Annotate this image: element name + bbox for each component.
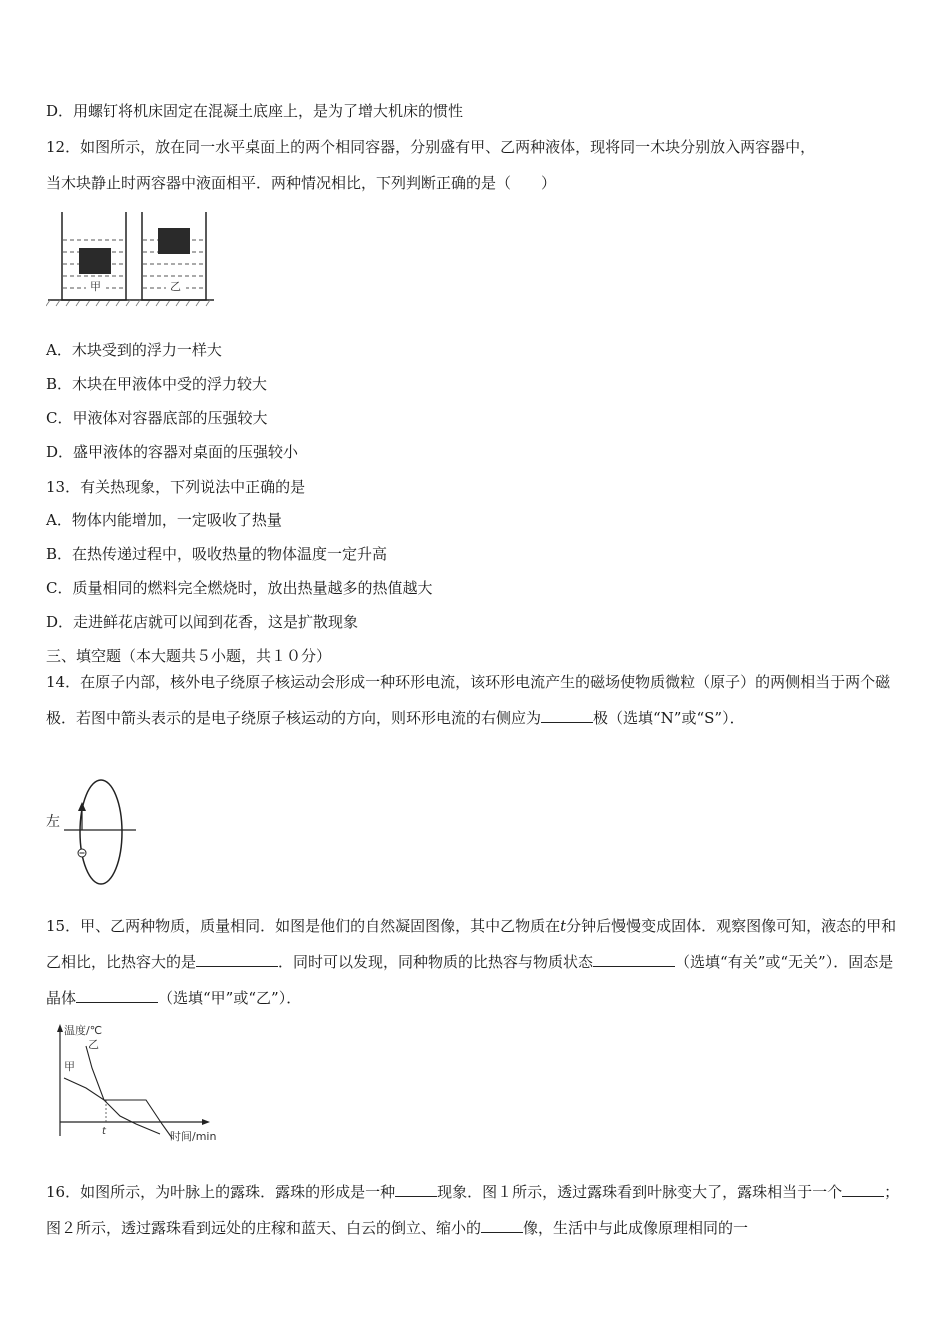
q14-text: 14．在原子内部，核外电子绕原子核运动会形成一种环形电流，该环形电流产生的磁场使物质微粒（原子）的两侧相当于两个磁极．若图中箭头表示的是电子绕原子核运动的方向，则环形电流的右侧应为 极（选填“N”或“S”）． (46, 673, 891, 727)
q15-blank-1[interactable] (196, 950, 278, 967)
container-yi (142, 212, 206, 300)
q15-blank-3[interactable] (76, 986, 158, 1003)
q12-option-a: A．木块受到的浮力一样大 (46, 341, 222, 359)
x-axis-label: 时间/min (170, 1130, 217, 1143)
q16-text: 16．如图所示，为叶脉上的露珠．露珠的形成是一种 现象．图１所示，透过露珠看到叶脉变大了，露珠相当于一个 ；图２所示，透过露珠看到远处的庄稼和蓝天、白云的倒立、缩小的 像，生活中与此成像原理相同的一 (46, 1174, 906, 1246)
q14-blank[interactable] (541, 706, 593, 723)
electron-orbit (80, 780, 122, 884)
q12-option-c: C．甲液体对容器底部的压强较大 (46, 409, 268, 427)
q15-solidification-graph (46, 1020, 226, 1148)
container-jia (62, 212, 126, 300)
q13-option-d: D．走进鲜花店就可以闻到花香，这是扩散现象 (46, 613, 359, 631)
q15-text: 15．甲、乙两种物质，质量相同．如图是他们的自然凝固图像，其中乙物质在t分钟后慢慢变成固体．观察图像可知，液态的甲和乙相比，比热容大的是 ．同时可以发现，同种物质的比热容与物质状态 （选填“有关”或“无关”）．固态是晶体 （选填“甲”或“乙”）． (46, 917, 897, 1007)
q16-blank-2[interactable] (842, 1180, 884, 1197)
y-axis-label: 温度/℃ (64, 1024, 103, 1037)
label-yi: 乙 (170, 280, 181, 293)
q12-stem-line2: 当木块静止时两容器中液面相平．两种情况相比，下列判断正确的是（ ） (46, 174, 557, 192)
curve-jia (64, 1078, 172, 1138)
curve-yi (86, 1046, 160, 1134)
q13-option-c: C．质量相同的燃料完全燃烧时，放出热量越多的热值越大 (46, 579, 433, 597)
wood-block-yi (158, 228, 190, 254)
q13-stem: 13．有关热现象，下列说法中正确的是 (46, 478, 306, 496)
section-3-heading: 三、填空题（本大题共５小题，共１０分） (46, 647, 332, 665)
q16-blank-1[interactable] (395, 1180, 437, 1197)
left-label: 左 (46, 814, 60, 830)
q12-option-d: D．盛甲液体的容器对桌面的压强较小 (46, 443, 299, 461)
q13-option-a: A．物体内能增加，一定吸收了热量 (46, 511, 282, 529)
curve-label-yi: 乙 (88, 1038, 99, 1051)
q14-orbit-figure (46, 778, 142, 890)
q12-container-figure (46, 210, 216, 310)
arrow-icon (78, 802, 86, 811)
label-jia: 甲 (90, 280, 101, 293)
wood-block-jia (79, 248, 111, 274)
curve-label-jia: 甲 (64, 1060, 75, 1073)
q11-option-d: D．用螺钉将机床固定在混凝土底座上，是为了增大机床的惯性 (46, 102, 464, 120)
q16-blank-3[interactable] (481, 1216, 523, 1233)
q12-option-b: B．木块在甲液体中受的浮力较大 (46, 375, 268, 393)
q12-stem-line1: 12．如图所示，放在同一水平桌面上的两个相同容器，分别盛有甲、乙两种液体，现将同一木块分别放入两容器中， (46, 138, 816, 156)
tick-t: t (102, 1126, 106, 1137)
q15-blank-2[interactable] (593, 950, 675, 967)
q13-option-b: B．在热传递过程中，吸收热量的物体温度一定升高 (46, 545, 388, 563)
